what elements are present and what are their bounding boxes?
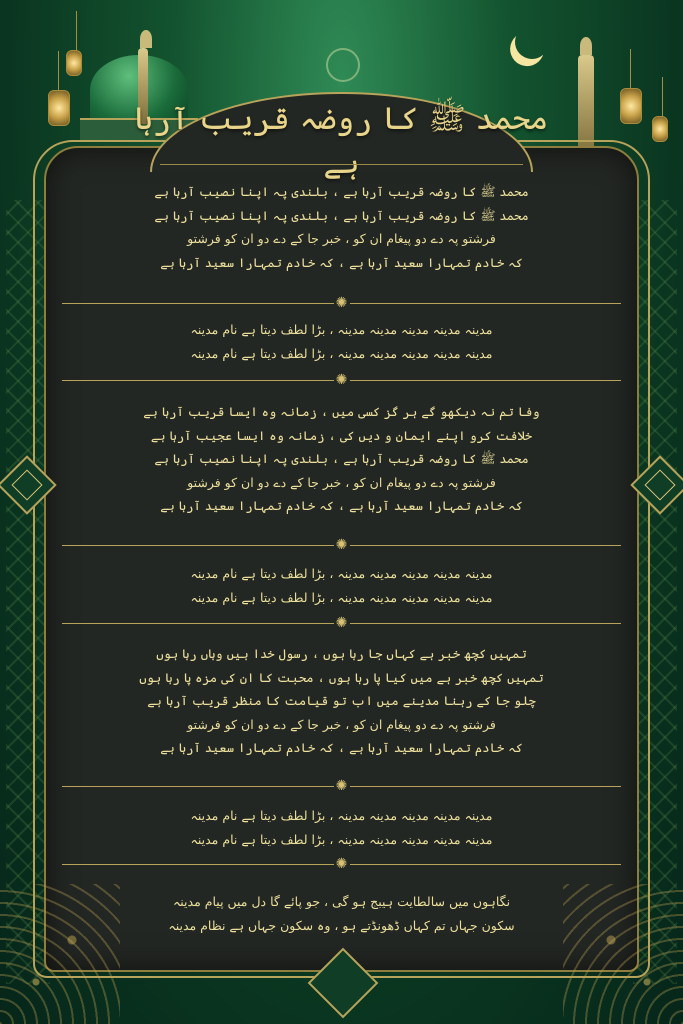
stanza-1 xyxy=(60,180,623,274)
verse-line: کہ خادم تمہارا سعید آرہا ہے ، کہ خادم تمہارا سعید آرہا ہے xyxy=(160,740,523,755)
verse-line: فرشتو پہ دے دو پیغام ان کو ، خبر جا کے دے دو ان کو فرشتو xyxy=(187,716,496,732)
lantern-icon xyxy=(620,88,642,124)
verse-line: مدینہ مدینہ مدینہ مدینہ مدینہ ، بڑا لطف دیتا ہے نام مدینہ xyxy=(190,566,493,581)
verse-line: مدینہ مدینہ مدینہ مدینہ مدینہ ، بڑا لطف دیتا ہے نام مدینہ xyxy=(190,831,493,847)
verse-line: محمد ﷺ کا روضہ قریب آرہا ہے ، بلندی پہ اپنا نصیب آرہا ہے xyxy=(154,184,529,199)
stanza-4 xyxy=(60,562,623,609)
stanza-divider xyxy=(62,858,621,872)
lantern-icon xyxy=(66,50,82,76)
flower-ornament-icon: ✺ xyxy=(334,778,350,794)
stanza-divider xyxy=(62,374,621,388)
flower-ornament-icon: ✺ xyxy=(334,372,350,388)
flower-ornament-icon: ✺ xyxy=(334,295,350,311)
stanza-6 xyxy=(60,804,623,851)
verse-line: سکون جہاں تم کہاں ڈھونڈتے ہو ، وہ سکون جہاں ہے نظام مدینہ xyxy=(168,917,515,933)
flower-ornament-icon: ✺ xyxy=(334,856,350,872)
stanza-divider xyxy=(62,297,621,311)
verse-line: محمد ﷺ کا روضہ قریب آرہا ہے ، بلندی پہ اپنا نصیب آرہا ہے xyxy=(154,451,529,466)
verse-line: محمد ﷺ کا روضہ قریب آرہا ہے ، بلندی پہ اپنا نصیب آرہا ہے xyxy=(154,207,529,223)
stanza-divider xyxy=(62,539,621,553)
verse-line: مدینہ مدینہ مدینہ مدینہ مدینہ ، بڑا لطف دیتا ہے نام مدینہ xyxy=(190,345,493,361)
verse-line: چلو جا کے رہنا مدینے میں اب تو قیامت کا منظر قریب آرہا ہے xyxy=(147,693,536,708)
verse-line: کہ خادم تمہارا سعید آرہا ہے ، کہ خادم تمہارا سعید آرہا ہے xyxy=(160,254,523,270)
page-title: محمد ﷺ کا روضہ قریب آرہا ہے xyxy=(134,101,549,181)
stanza-7 xyxy=(60,890,623,937)
stanza-5 xyxy=(60,642,623,760)
stanza-divider xyxy=(62,780,621,794)
stanza-2 xyxy=(60,318,623,365)
top-medallion-icon xyxy=(326,48,360,82)
flower-ornament-icon: ✺ xyxy=(334,615,350,631)
verse-line: مدینہ مدینہ مدینہ مدینہ مدینہ ، بڑا لطف دیتا ہے نام مدینہ xyxy=(190,322,493,337)
verse-line: کہ خادم تمہارا سعید آرہا ہے ، کہ خادم تمہارا سعید آرہا ہے xyxy=(160,498,523,513)
flower-ornament-icon: ✺ xyxy=(334,537,350,553)
lantern-icon xyxy=(652,116,668,142)
verse-line: مدینہ مدینہ مدینہ مدینہ مدینہ ، بڑا لطف دیتا ہے نام مدینہ xyxy=(190,589,493,605)
verse-line: وفا تم نہ دیکھو گے ہر گز کسی میں ، زمانہ وہ ایسا قریب آرہا ہے xyxy=(143,404,540,419)
title-underline xyxy=(160,164,523,165)
verse-line: فرشتو پہ دے دو پیغام ان کو ، خبر جا کے دے دو ان کو فرشتو xyxy=(187,474,496,490)
verse-line: فرشتو پہ دے دو پیغام ان کو ، خبر جا کے دے دو ان کو فرشتو xyxy=(187,231,496,246)
verse-line: تمہیں کچھ خبر ہے کہاں جا رہا ہوں ، رسول خدا ہیں وہاں رہا ہوں xyxy=(156,646,527,661)
verse-line: تمہیں کچھ خبر ہے میں کیا پا رہا ہوں ، محبت کا ان کی مزہ پا رہا ہوں xyxy=(139,669,544,685)
verse-line: خلافت کرو اپنے ایمان و دیں کی ، زمانہ وہ ایسا عجیب آرہا ہے xyxy=(150,427,533,443)
verse-line: نگاہوں میں سالطایت ہیبج ہو گی ، جو پائے گا دل میں پیام مدینہ xyxy=(172,894,511,909)
verse-line: مدینہ مدینہ مدینہ مدینہ مدینہ ، بڑا لطف دیتا ہے نام مدینہ xyxy=(190,808,493,823)
stanza-3 xyxy=(60,400,623,518)
lantern-icon xyxy=(48,90,70,126)
stanza-divider xyxy=(62,617,621,631)
